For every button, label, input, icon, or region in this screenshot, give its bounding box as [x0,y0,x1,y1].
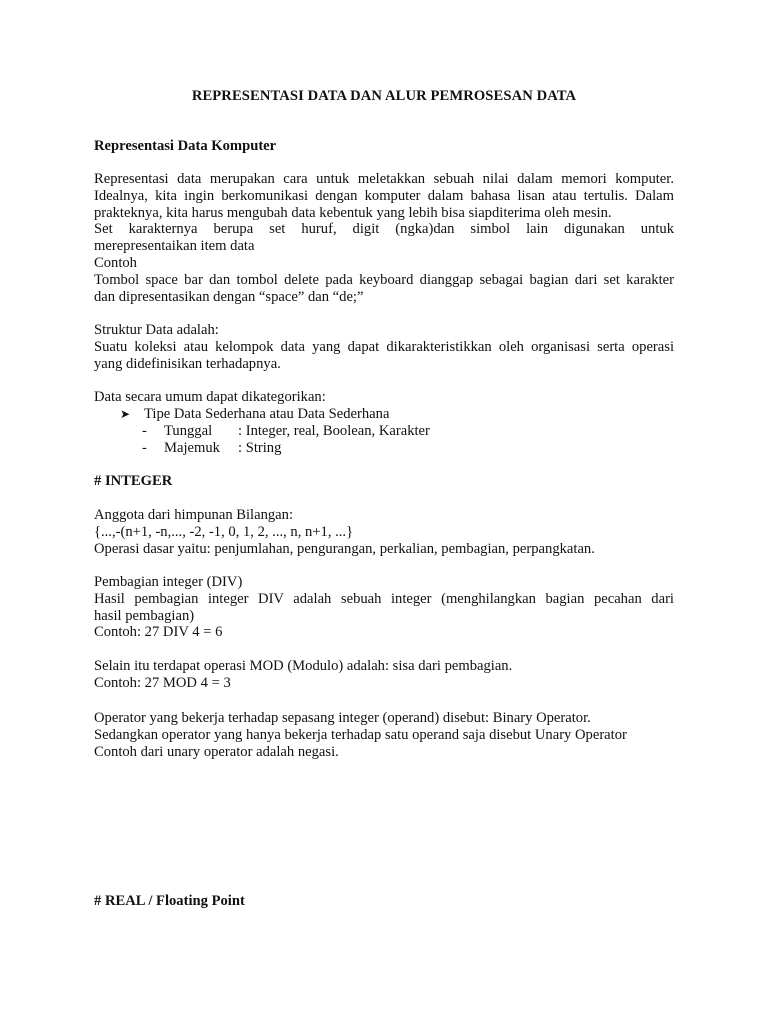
paragraph-anggota [94,507,674,557]
paragraph-div [94,574,674,641]
paragraph-representasi [94,171,674,305]
paragraph-line: Suatu koleksi atau kelompok data yang dapat dikarakteristikkan oleh organisasi serta operasi [94,338,674,355]
paragraph-struktur-data [94,322,674,372]
paragraph-line: Sedangkan operator yang hanya bekerja terhadap satu operand saja disebut Unary Operator [94,726,627,743]
paragraph-line: Operator yang bekerja terhadap sepasang integer (operand) disebut: Binary Operator. [94,710,591,726]
dash-bullet: - [142,423,147,439]
kategori-intro: Data secara umum dapat dikategorikan: [94,389,326,405]
paragraph-line: Set karakternya berupa set huruf, digit (ngka)dan simbol lain digunakan untuk [94,221,674,238]
paragraph-line: dan dipresentasikan dengan “space” dan “de;” [94,288,364,305]
div-label: Pembagian integer (DIV) [94,574,243,590]
paragraph-line: Tombol space bar dan tombol delete pada keyboard dianggap sebagai bagian dari set karakter [94,271,674,288]
anggota-label: Anggota dari himpunan Bilangan: [94,507,294,523]
dash-bullet: - [142,440,147,456]
operasi-dasar: Operasi dasar yaitu: penjumlahan, pengurangan, perkalian, pembagian, perpangkatan. [94,540,595,557]
item-value: : String [238,440,282,456]
anggota-set: {...,-(n+1, -n,..., -2, -1, 0, 1, 2, ..., n, n+1, ...} [94,523,354,540]
arrow-bullet-icon: ➤ [120,407,131,421]
list-item-tunggal [142,423,542,440]
paragraph-line: merepresentaikan item data [94,238,255,255]
list-item-tipe-data [120,406,640,423]
paragraph-line: prakteknya, kita harus mengubah data kebentuk yang lebih bisa siapditerima oleh mesin. [94,204,612,221]
paragraph-line: Hasil pembagian integer DIV adalah sebuah integer (menghilangkan bagian pecahan dari [94,590,674,607]
contoh-label: Contoh [94,254,137,271]
item-name: Majemuk [164,440,220,456]
paragraph-line: hasil pembagian) [94,607,195,624]
paragraph-line: Idealnya, kita ingin berkomunikasi dengan komputer dalam bahasa lisan atau tertulis. Dalam [94,187,674,204]
section-heading-real: # REAL / Floating Point [94,893,245,909]
list-item-label: Tipe Data Sederhana atau Data Sederhana [144,406,390,422]
item-value: : Integer, real, Boolean, Karakter [238,423,430,439]
paragraph-line: Contoh dari unary operator adalah negasi. [94,743,339,760]
paragraph-mod [94,658,674,692]
paragraph-line: yang didefinisikan terhadapnya. [94,355,281,372]
paragraph-operator [94,710,674,760]
section-heading-representasi: Representasi Data Komputer [94,138,277,154]
document-title: REPRESENTASI DATA DAN ALUR PEMROSESAN DATA [191,88,577,104]
item-name: Tunggal [164,423,213,439]
mod-example: Contoh: 27 MOD 4 = 3 [94,674,231,691]
section-heading-integer: # INTEGER [94,473,173,489]
paragraph-line: Representasi data merupakan cara untuk meletakkan sebuah nilai dalam memori komputer. [94,171,674,187]
struktur-label: Struktur Data adalah: [94,322,219,338]
mod-text: Selain itu terdapat operasi MOD (Modulo) adalah: sisa dari pembagian. [94,658,513,674]
list-item-majemuk [142,440,542,457]
div-example: Contoh: 27 DIV 4 = 6 [94,624,223,641]
